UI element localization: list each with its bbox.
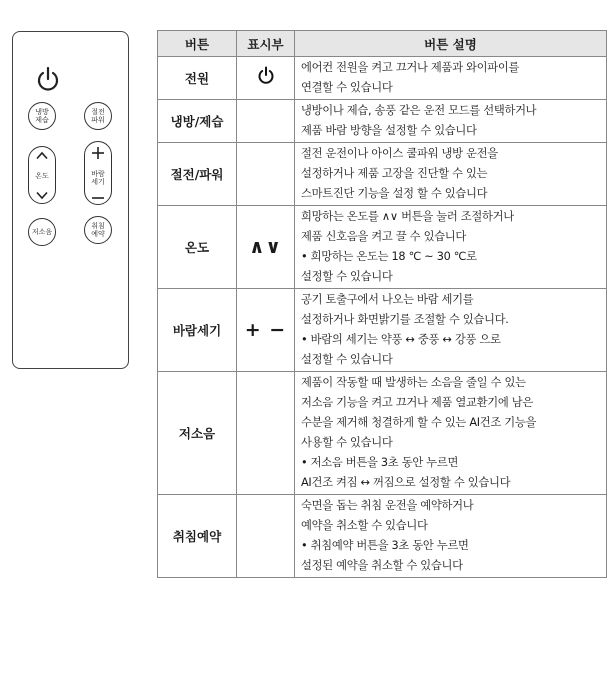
row-display-mode	[237, 100, 295, 143]
desc-line: 저소음 기능을 켜고 끄거나 제품 열교환기에 남은	[301, 396, 534, 409]
row-name-mode: 냉방/제습	[158, 100, 237, 143]
row-display-temp	[237, 206, 295, 289]
row-name-timer: 취침예약	[158, 495, 237, 578]
up-down-symbol: ∧∨	[249, 236, 282, 258]
desc-line: 냉방이나 제습, 송풍 같은 운전 모드를 선택하거나	[301, 104, 537, 117]
row-desc-saving	[295, 143, 607, 206]
header-display: 표시부	[237, 31, 295, 57]
row-desc-timer	[295, 495, 607, 578]
row-name-saving: 절전/파워	[158, 143, 237, 206]
desc-line: AI건조 켜짐 ↔ 꺼짐으로 설정할 수 있습니다	[301, 476, 511, 489]
timer-label-2: 예약	[91, 230, 105, 238]
minus-icon[interactable]	[91, 195, 105, 201]
desc-line: 설정할 수 있습니다	[301, 353, 393, 366]
remote-temp-buttons	[28, 146, 56, 204]
desc-line: 제품 신호음을 켜고 끌 수 있습니다	[301, 230, 467, 243]
row-desc-temp	[295, 206, 607, 289]
row-name-power: 전원	[158, 57, 237, 100]
table-row	[158, 206, 607, 289]
header-button: 버튼	[158, 31, 237, 57]
desc-line: 설정된 예약을 취소할 수 있습니다	[301, 559, 463, 572]
table-row	[158, 495, 607, 578]
fan-label-1: 바람	[91, 169, 105, 178]
desc-line: 절전 운전이나 아이스 쿨파워 냉방 운전을	[301, 147, 498, 160]
mode-label-1: 냉방	[35, 108, 49, 116]
chevron-up-icon[interactable]	[35, 151, 49, 160]
desc-line: 스마트진단 기능을 설정 할 수 있습니다	[301, 187, 488, 200]
saving-label-2: 파워	[91, 116, 105, 124]
remote-quiet-button[interactable]	[28, 218, 56, 246]
table-row	[158, 57, 607, 100]
remote-timer-button[interactable]	[84, 216, 112, 244]
temp-label: 온도	[35, 171, 49, 180]
remote-saving-button[interactable]	[84, 102, 112, 130]
mode-label-2: 제습	[35, 116, 49, 124]
chevron-down-icon[interactable]	[35, 191, 49, 200]
plus-icon[interactable]	[91, 146, 105, 160]
plus-minus-symbol: + −	[244, 319, 287, 341]
desc-line: 공기 토출구에서 나오는 바람 세기를	[301, 293, 474, 306]
desc-line: 연결할 수 있습니다	[301, 81, 393, 94]
remote-fan-buttons	[84, 141, 112, 205]
desc-line: • 취침예약 버튼을 3초 동안 누르면	[301, 539, 469, 552]
row-name-fan: 바람세기	[158, 289, 237, 372]
fan-label	[91, 170, 105, 186]
desc-line: 설정하거나 제품 고장을 진단할 수 있는	[301, 167, 488, 180]
desc-line: 숙면을 돕는 취침 운전을 예약하거나	[301, 499, 474, 512]
saving-label-1: 절전	[91, 108, 105, 116]
desc-line: 사용할 수 있습니다	[301, 436, 393, 449]
header-description: 버튼 설명	[295, 31, 607, 57]
desc-line: • 희망하는 온도는 18 ℃ ~ 30 ℃로	[301, 250, 477, 263]
desc-line: 제품이 작동할 때 발생하는 소음을 줄일 수 있는	[301, 376, 526, 389]
table-header-row	[158, 31, 607, 57]
table-row	[158, 143, 607, 206]
desc-line: 희망하는 온도를 ∧∨ 버튼을 눌러 조절하거나	[301, 210, 514, 223]
table-row	[158, 372, 607, 495]
table-row	[158, 289, 607, 372]
remote-mode-button[interactable]	[28, 102, 56, 130]
remote-power-button[interactable]	[33, 64, 63, 96]
power-icon	[35, 66, 61, 94]
row-name-temp: 온도	[158, 206, 237, 289]
table-row	[158, 100, 607, 143]
power-icon	[257, 66, 275, 86]
desc-line: 수분을 제거해 청결하게 할 수 있는 AI건조 기능을	[301, 416, 537, 429]
fan-label-2: 세기	[91, 177, 105, 186]
desc-line: 에어컨 전원을 켜고 끄거나 제품과 와이파이를	[301, 61, 520, 74]
desc-line: • 저소음 버튼을 3초 동안 누르면	[301, 456, 459, 469]
row-desc-power	[295, 57, 607, 100]
row-display-quiet	[237, 372, 295, 495]
desc-line: 설정하거나 화면밝기를 조절할 수 있습니다.	[301, 313, 509, 326]
row-display-power	[237, 57, 295, 100]
row-desc-mode	[295, 100, 607, 143]
row-desc-quiet	[295, 372, 607, 495]
row-name-quiet: 저소음	[158, 372, 237, 495]
timer-label-1: 취침	[91, 222, 105, 230]
desc-line: • 바람의 세기는 약풍 ↔ 중풍 ↔ 강풍 으로	[301, 333, 501, 346]
row-display-fan	[237, 289, 295, 372]
desc-line: 설정할 수 있습니다	[301, 270, 393, 283]
button-description-table	[157, 30, 607, 578]
row-display-saving	[237, 143, 295, 206]
row-display-timer	[237, 495, 295, 578]
quiet-label: 저소음	[31, 228, 53, 236]
desc-line: 제품 바람 방향을 설정할 수 있습니다	[301, 124, 477, 137]
remote-control	[12, 31, 129, 369]
row-desc-fan	[295, 289, 607, 372]
desc-line: 예약을 취소할 수 있습니다	[301, 519, 428, 532]
